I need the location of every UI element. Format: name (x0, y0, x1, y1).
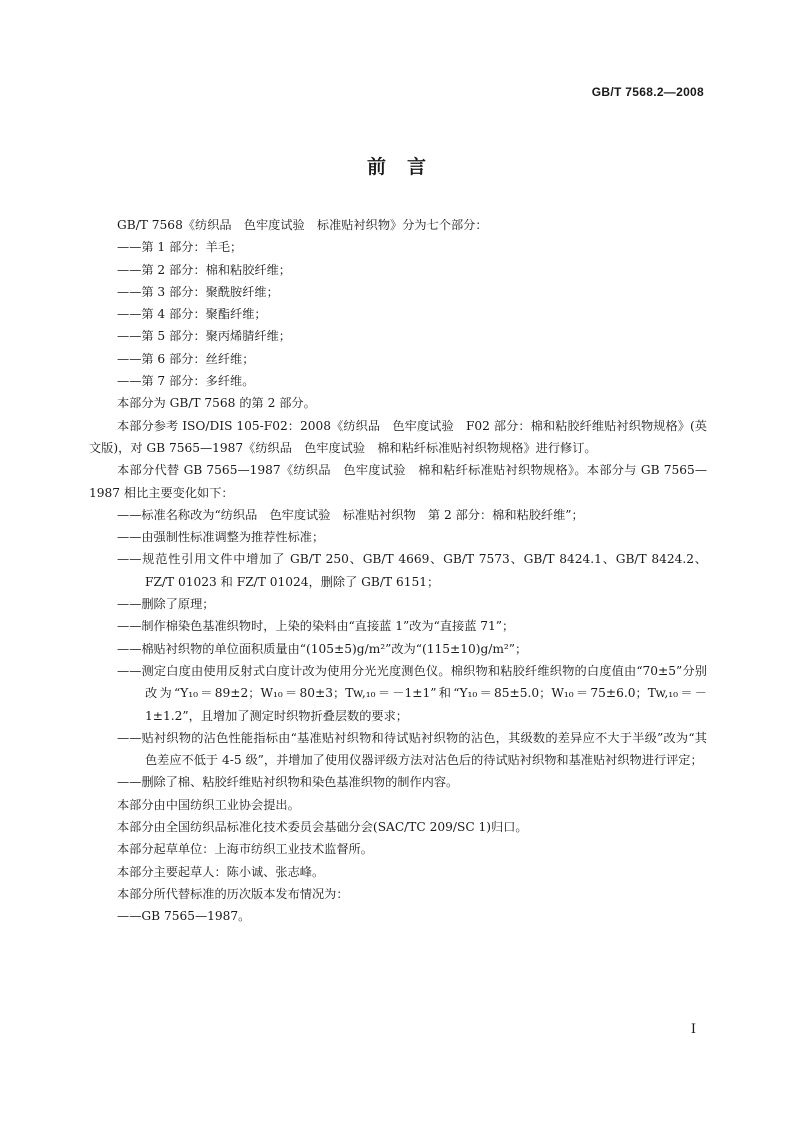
paragraph: ——第 4 部分：聚酯纤维； (117, 307, 267, 322)
paragraph: 本部分由全国纺织品标准化技术委员会基础分会(SAC/TC 209/SC 1)归口。 (117, 820, 528, 835)
change-list-item: ——制作棉染色基准织物时，上染的染料由“直接蓝 1”改为“直接蓝 71”； (117, 619, 515, 634)
change-list-item: ——棉贴衬织物的单位面积质量由“(105±5)g/m²”改为“(115±10)g/m²”； (117, 641, 528, 656)
change-list-item: ——标准名称改为“纺织品 色牢度试验 标准贴衬织物 第 2 部分：棉和粘胶纤维”； (117, 507, 584, 522)
paragraph: ——GB 7565—1987。 (117, 909, 251, 924)
paragraph: ——第 3 部分：聚酰胺纤维； (117, 284, 279, 299)
standard-number: GB/T 7568.2—2008 (591, 85, 704, 99)
paragraph: ——第 7 部分：多纤维。 (117, 374, 255, 389)
change-list-item: ——测定白度由使用反射式白度计改为使用分光光度测色仪。棉织物和粘胶纤维织物的白度值由“70±5”分别改为“Y₁₀＝89±2；W₁₀＝80±3；Tw,₁₀＝－1±1”和“Y₁₀＝85±5.0；W₁₀＝75±6.0；Tw,₁₀＝－1±1.2”，且增加了测定时织物折叠层数的要求； (117, 663, 707, 723)
change-list-item: ——贴衬织物的沾色性能指标由“基准贴衬织物和待试贴衬织物的沾色，其级数的差异应不大于半级”改为“其色差应不低于 4-5 级”，并增加了使用仪器评级方法对沾色后的待试贴衬织物和基准贴衬织物进行评定； (117, 730, 707, 768)
change-list-item: ——规范性引用文件中增加了 GB/T 250、GB/T 4669、GB/T 7573、GB/T 8424.1、GB/T 8424.2、FZ/T 01023 和 FZ/T 01024，删除了 GB/T 6151； (117, 552, 707, 589)
paragraph: 本部分为 GB/T 7568 的第 2 部分。 (117, 396, 316, 411)
paragraph: 本部分参考 ISO/DIS 105-F02：2008《纺织品 色牢度试验 F02 部分：棉和粘胶纤维贴衬织物规格》(英文版)，对 GB 7565—1987《纺织品 色牢度试验 棉和粘纤标准贴衬织物规格》进行修订。 (89, 418, 707, 455)
change-list-item: ——删除了原理； (117, 597, 215, 612)
change-list-item: ——由强制性标准调整为推荐性标准； (117, 530, 325, 545)
paragraph: ——第 2 部分：棉和粘胶纤维； (117, 262, 291, 277)
paragraph: ——第 6 部分：丝纤维； (117, 351, 255, 366)
page-number: I (690, 1022, 696, 1037)
paragraph: GB/T 7568《纺织品 色牢度试验 标准贴衬织物》分为七个部分： (117, 218, 488, 232)
paragraph: ——第 5 部分：聚丙烯腈纤维； (117, 329, 291, 344)
paragraph: 本部分所代替标准的历次版本发布情况为： (117, 886, 349, 901)
paragraph: ——第 1 部分：羊毛； (117, 240, 243, 255)
paragraph: 本部分由中国纺织工业协会提出。 (117, 797, 300, 812)
paragraph: 本部分主要起草人：陈小诚、张志峰。 (117, 864, 325, 879)
change-list-item: ——删除了棉、粘胶纤维贴衬织物和染色基准织物的制作内容。 (117, 775, 459, 790)
page-title: 前 言 (366, 156, 427, 178)
foreword-body (89, 214, 707, 928)
paragraph: 本部分起草单位：上海市纺织工业技术监督所。 (117, 842, 373, 857)
paragraph: 本部分代替 GB 7565—1987《纺织品 色牢度试验 棉和粘纤标准贴衬织物规格》。本部分与 GB 7565—1987 相比主要变化如下： (89, 463, 707, 500)
